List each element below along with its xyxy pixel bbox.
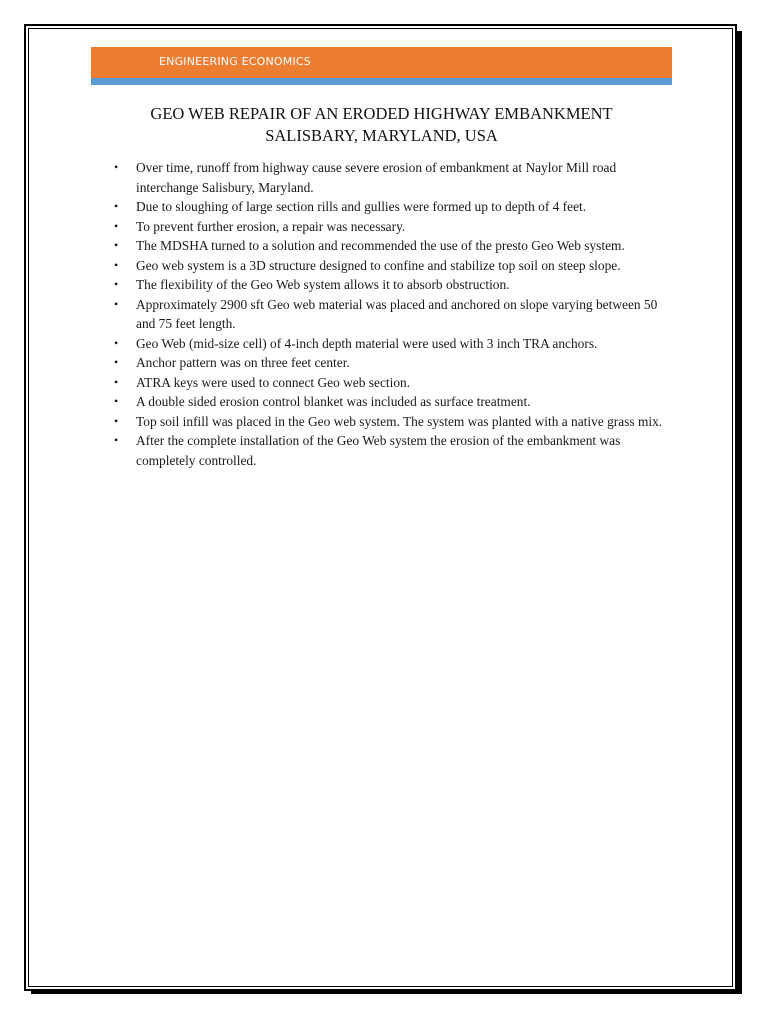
title-line-2: SALISBARY, MARYLAND, USA: [265, 126, 498, 145]
header-band: [91, 47, 672, 85]
list-item: [114, 353, 666, 373]
list-item: [114, 373, 666, 393]
list-item: [114, 392, 666, 412]
list-item: [114, 295, 666, 334]
list-item-text: Geo Web (mid-size cell) of 4-inch depth material were used with 3 inch TRA anchors.: [136, 335, 598, 351]
header-label: ENGINEERING ECONOMICS: [159, 55, 311, 68]
list-item-text: ATRA keys were used to connect Geo web section.: [136, 374, 411, 390]
list-item-text: The MDSHA turned to a solution and recommended the use of the presto Geo Web system.: [136, 238, 625, 253]
list-item-text: Due to sloughing of large section rills and gullies were formed up to depth of 4 feet.: [136, 199, 587, 214]
list-item-text: Geo web system is a 3D structure designed to confine and stabilize top soil on steep slope.: [136, 257, 621, 273]
bullet-icon: •: [114, 355, 119, 369]
bullet-icon: •: [114, 374, 119, 389]
list-item: [114, 236, 666, 256]
list-item-text: The flexibility of the Geo Web system allows it to absorb obstruction.: [136, 277, 510, 292]
list-item-text: Top soil infill was placed in the Geo web system. The system was planted with a native grass mix.: [136, 413, 663, 429]
list-item: [114, 412, 666, 432]
bullet-icon: •: [114, 238, 119, 252]
list-item-text: Anchor pattern was on three feet center.: [136, 355, 350, 370]
list-item: [114, 197, 666, 217]
bullet-icon: •: [114, 433, 119, 447]
list-item: [114, 256, 666, 276]
list-item-text: A double sided erosion control blanket was included as surface treatment.: [136, 394, 531, 409]
bullet-icon: •: [114, 296, 119, 311]
bullet-icon: •: [114, 335, 119, 350]
bullet-icon: •: [114, 277, 119, 291]
list-item-text: Approximately 2900 sft Geo web material was placed and anchored on slope varying between 50 and 75 feet length.: [136, 296, 658, 331]
bullet-icon: •: [114, 160, 119, 174]
bullet-icon: •: [114, 413, 119, 428]
list-item-text: To prevent further erosion, a repair was necessary.: [136, 218, 406, 234]
bullet-icon: •: [114, 257, 119, 272]
list-item: [114, 334, 666, 354]
bullet-icon: •: [114, 199, 119, 213]
document-title: [91, 103, 672, 147]
list-item-text: Over time, runoff from highway cause severe erosion of embankment at Naylor Mill road interchange Salisbury, Maryland.: [136, 160, 617, 195]
header-blue-bar: [91, 78, 672, 85]
bullet-list: [114, 158, 666, 470]
list-item: [114, 431, 666, 470]
list-item-text: After the complete installation of the Geo Web system the erosion of the embankment was completely controlled.: [136, 433, 621, 468]
list-item: [114, 275, 666, 295]
list-item: [114, 158, 666, 197]
bullet-icon: •: [114, 394, 119, 408]
bullet-icon: •: [114, 218, 119, 233]
list-item: [114, 217, 666, 237]
title-line-1: GEO WEB REPAIR OF AN ERODED HIGHWAY EMBANKMENT: [150, 104, 613, 123]
